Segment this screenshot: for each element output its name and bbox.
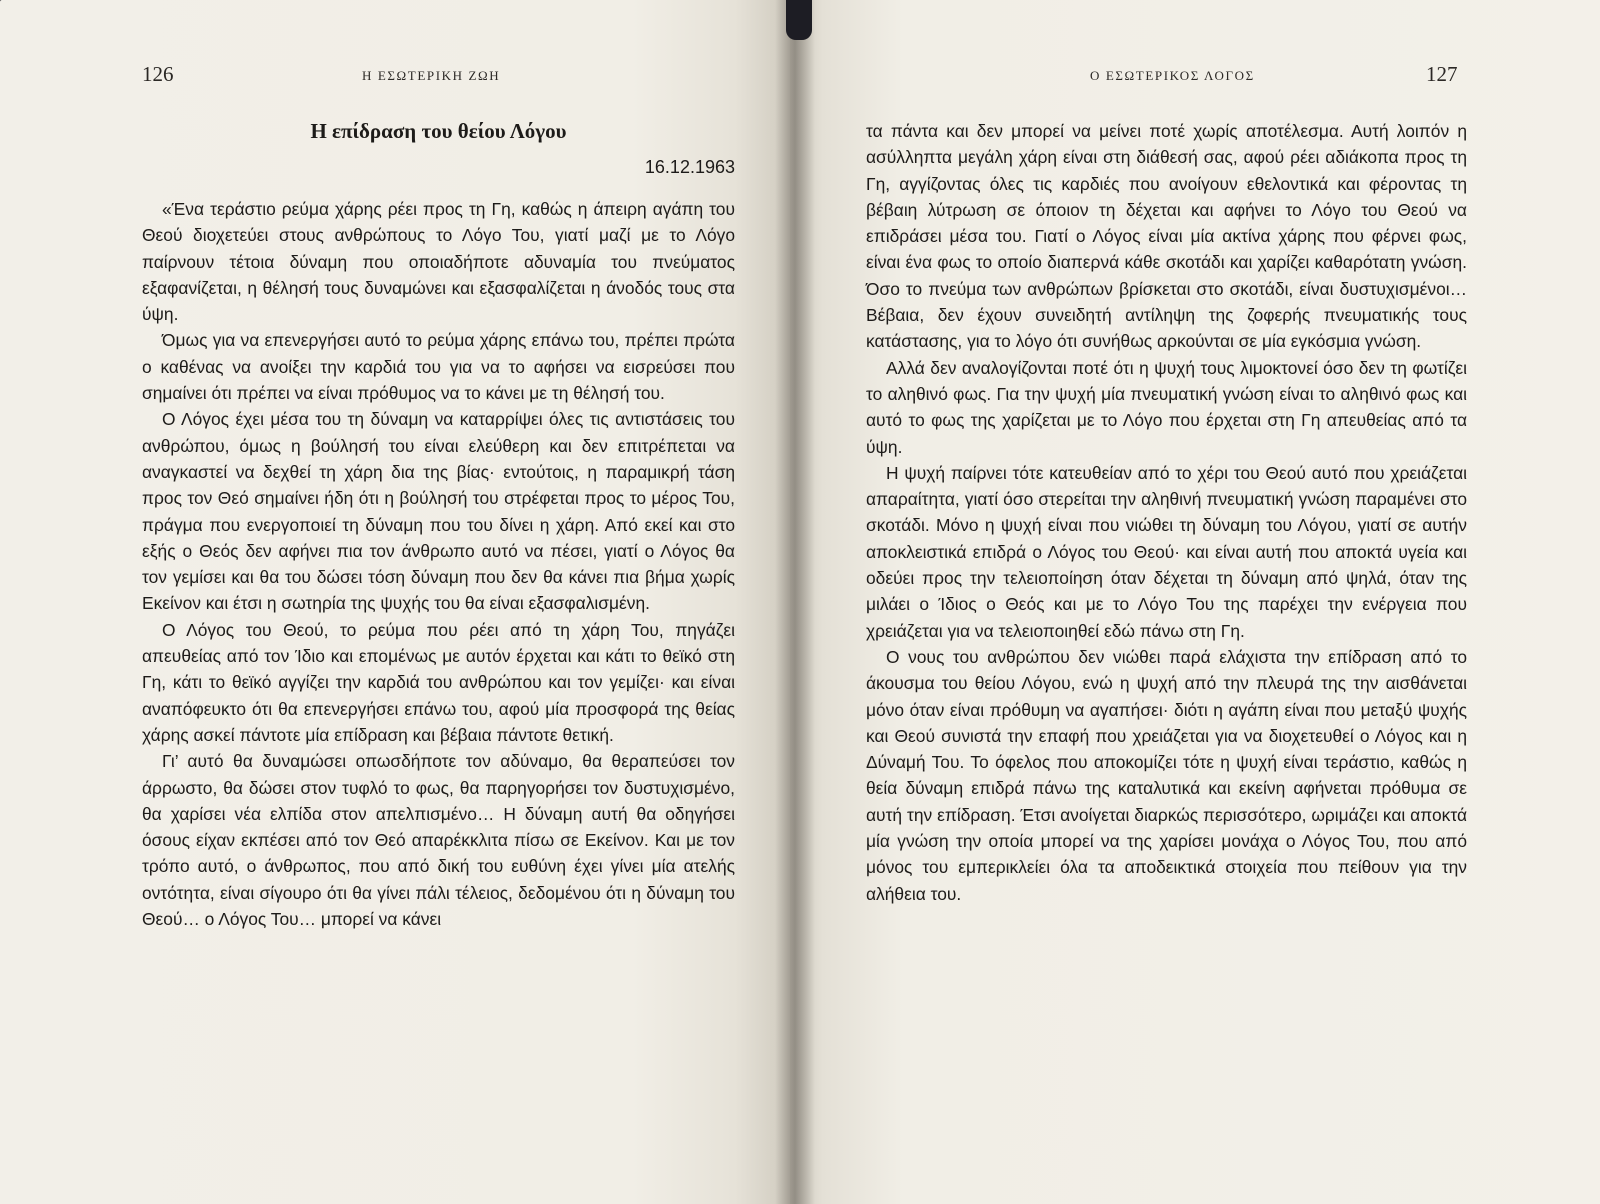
paragraph: Ο νους του ανθρώπου δεν νιώθει παρά ελάχιστα την επίδραση από το άκουσμα του θείου Λόγου, ενώ η ψυχή από την πλευρά της την αισθάνεται μόνο όταν είναι πρόθυμη να αγαπήσει· διότι η αγάπη είναι που μεταξύ ψυχής και Θεού συνιστά την επαφή που χρειάζεται για να διοχετευθεί ο Λόγος και η Δύναμή Του. Το όφελος που αποκομίζει τότε η ψυχή είναι τεράστιο, καθώς η θεία δύναμη επιδρά πάνω της καταλυτικά και εκείνη αφήνεται πρόθυμα σε αυτή την επίδραση. Έτσι ανοίγεται διαρκώς περισσότερο, ωριμάζει και αποκτά μία γνώση την οποία μπορεί να της χαρίσει μονάχα ο Λόγος Του, που από μόνος του εμπερικλείει όλα τα αποδεικτικά στοιχεία που πείθουν για την αλήθεια του. — [866, 646, 1467, 904]
running-head: Ο ΕΣΩΤΕΡΙΚΟΣ ΛΟΓΟΣ — [1090, 68, 1255, 83]
paragraph: Αλλά δεν αναλογίζονται ποτέ ότι η ψυχή τους λιμοκτονεί όσο δεν τη φωτίζει το αληθινό φως. Για την ψυχή μία πνευματική γνώση είναι το αληθινό φως και αυτό το φως της χαρίζεται με το Λόγο που έρχεται στη Γη απευθείας από τα ύψη. — [866, 357, 1467, 457]
paragraph: Ο Λόγος του Θεού, το ρεύμα που ρέει από τη χάρη Του, πηγάζει απευθείας από τον Ίδιο και επομένως με αυτόν έρχεται και κάτι το θεϊκό στη Γη, κάτι το θεϊκό αγγίζει την καρδιά του ανθρώπου και τον γεμίζει· και είναι αναπόφευκτο ότι θα επενεργήσει επάνω του, αφού μία προσφορά της θείας χάρης ασκεί πάντοτε μία επίδραση και βέβαια πάντοτε θετική. — [142, 619, 735, 745]
right-page — [790, 0, 1600, 1204]
paragraph: Όμως για να επενεργήσει αυτό το ρεύμα χάρης επάνω του, πρέπει πρώτα ο καθένας να ανοίξει την καρδιά του για να το αφήσει να εισρεύσει που σημαίνει ότι πρέπει να είναι πρόθυμος να το κάνει με τη θέλησή του. — [142, 330, 735, 404]
right-text-block — [866, 118, 1467, 907]
page-number: 126 — [142, 62, 174, 86]
paragraph: Ο Λόγος έχει μέσα του τη δύναμη να καταρρίψει όλες τις αντιστάσεις του ανθρώπου, όμως η βούλησή του είναι ελεύθερη και δεν επιτρέπεται να αναγκαστεί να δεχθεί τη χάρη δια της βίας· εντούτοις, η παραμικρή τάση προς τον Θεό σημαίνει ήδη ότι η βούλησή του στρέφεται προς το μέρος Του, πράγμα που ενεργοποιεί τη δύναμη που του δίνει η χάρη. Από εκεί και στο εξής ο Θεός δεν αφήνει πια τον άνθρωπο αυτό να πέσει, γιατί ο Λόγος θα τον γεμίσει και θα του δώσει τόση δύναμη που δεν θα κάνει πια βήμα χωρίς Εκείνον και έτσι η σωτηρία της ψυχής του θα είναι εξασφαλισμένη. — [142, 409, 735, 614]
chapter-title: Η επίδραση του θείου Λόγου — [310, 119, 567, 143]
paragraph: «Ένα τεράστιο ρεύμα χάρης ρέει προς τη Γη, καθώς η άπειρη αγάπη του Θεού διοχετεύει στους ανθρώπους το Λόγο Του, γιατί μαζί με το Λόγο παίρνουν τέτοια δύναμη που οποιαδήποτε αδυναμία του πνεύματος εξαφανίζεται, η θέλησή τους δυναμώνει και εξασφαλίζεται η άνοδός τους στα ύψη. — [142, 199, 735, 325]
left-text-block — [142, 116, 735, 932]
gutter-shadow — [775, 0, 815, 1204]
spine-gap — [786, 0, 812, 40]
page-number: 127 — [1426, 62, 1458, 86]
paragraph: Γι’ αυτό θα δυναμώσει οπωσδήποτε τον αδύναμο, θα θεραπεύσει τον άρρωστο, θα δώσει στον τυφλό το φως, θα παρηγορήσει τον δυστυχισμένο, θα χαρίσει νέα ελπίδα στον απελπισμένο… Η δύναμη αυτή θα οδηγήσει όσους είχαν εκπέσει από τον Θεό απαρέκκλιτα πίσω σε Εκείνον. Και με τον τρόπο αυτό, ο άνθρωπος, που από δική του ευθύνη έχει γίνει μία ατελής οντότητα, είναι σίγουρο ότι θα γίνει πάλι τέλειος, δεδομένου ότι η δύναμη του Θεού… ο Λόγος Του… μπορεί να κάνει — [142, 751, 735, 930]
chapter-date: 16.12.1963 — [644, 157, 735, 177]
paragraph: τα πάντα και δεν μπορεί να μείνει ποτέ χωρίς αποτέλεσμα. Αυτή λοιπόν η ασύλληπτα μεγάλη χάρη είναι στη διάθεσή σας, αφού ρέει αδιάκοπα προς τη Γη, αγγίζοντας όλες τις καρδιές που ανοίγουν εθελοντικά και φέροντας τη βέβαιη λύτρωση σε όποιον τη δέχεται και αφήνει το Λόγο του Θεού να επιδράσει μέσα του. Γιατί ο Λόγος είναι μία ακτίνα χάρης που φέρνει φως, είναι ένα φως το οποίο διαπερνά κάθε σκοτάδι και χαρίζει καθαρότατη γνώση. Όσο το πνεύμα των ανθρώπων βρίσκεται στο σκοτάδι, είναι δυστυχισμένοι… Βέβαια, δεν έχουν συνειδητή αντίληψη της ζοφερής πνευματικής τους κατάστασης, για το λόγο ότι συνήθως αρκούνται σε μία εγκόσμια γνώση. — [866, 121, 1467, 352]
left-page — [0, 0, 790, 1204]
running-head: Η ΕΣΩΤΕΡΙΚΗ ΖΩΗ — [362, 68, 501, 83]
paragraph: Η ψυχή παίρνει τότε κατευθείαν από το χέρι του Θεού αυτό που χρειάζεται απαραίτητα, γιατί όσο στερείται την αληθινή πνευματική γνώση παραμένει στο σκοτάδι. Μόνο η ψυχή είναι που νιώθει τη δύναμη του Λόγου, γιατί σε αυτήν αποκλειστικά επιδρά ο Λόγος του Θεού· και είναι αυτή που αποκτά υγεία και οδεύει προς την τελειοποίηση όταν δέχεται τη δύναμη από ψηλά, όταν της μιλάει ο Ίδιος ο Θεός και με το Λόγο Του της παρέχει την ενέργεια που χρειάζεται για να τελειοποιηθεί εδώ πάνω στη Γη. — [866, 462, 1467, 641]
